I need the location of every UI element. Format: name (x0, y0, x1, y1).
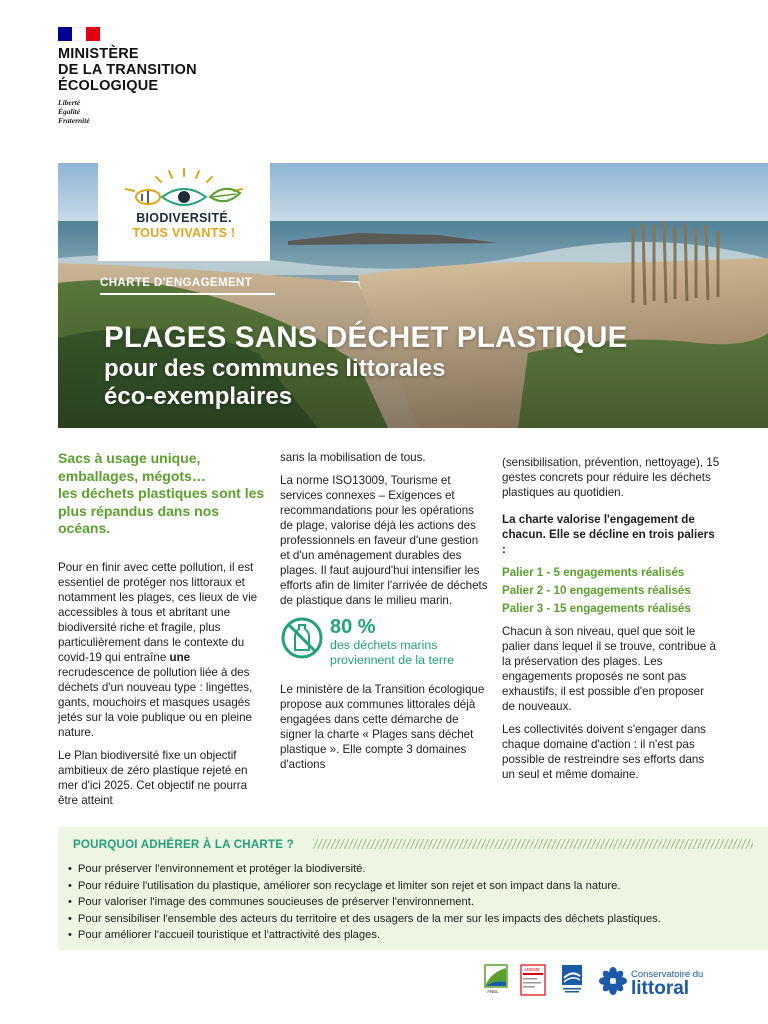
water-drop-icon (561, 964, 583, 994)
anel-logo (484, 964, 508, 1000)
charter-label: CHARTE D'ENGAGEMENT (100, 277, 253, 289)
no-plastic-bottle-icon (280, 616, 324, 660)
paragraph-ministry-proposal: Le ministère de la Transition écologique propose aux communes littorales déjà engagées dans cette démarche de signer la charte « Plages sans déchet plastique ». Elle compte 3 domaines d'actions (280, 683, 485, 771)
palier-3: Palier 3 - 15 engagements réalisés (502, 602, 691, 615)
motto-fraternite: Fraternité (58, 116, 90, 125)
page-subtitle (104, 355, 445, 411)
why-item: • Pour sensibiliser l'ensemble des acteurs du territoire et des usagers de la mer sur les impacts des déchets plastiques. (68, 911, 661, 928)
logo-text-tous-vivants: TOUS VIVANTS ! (132, 226, 236, 240)
ministry-name (58, 46, 197, 94)
stat-caption-2: proviennent de la terre (330, 653, 454, 667)
motto-liberte: Liberté (58, 98, 81, 107)
conservatoire-text: Conservatoire du (631, 969, 704, 980)
stat-caption-1: des déchets marins (330, 638, 438, 652)
palier-2: Palier 2 - 10 engagements réalisés (502, 584, 691, 597)
paragraph-pollution-emphasis: une (169, 650, 191, 664)
paragraph-pollution-part-2: recrudescence de pollution liée à des déchets d'un nouveau type : lingettes, gants, mouchoirs et masques usagés jetés sur la voie publique ou en pleine nature. (58, 665, 253, 739)
stat-text (330, 616, 454, 668)
eye-bee-leaf-icon (114, 167, 254, 211)
ministry-line-2: DE LA TRANSITION (58, 62, 197, 78)
french-flag-logo (58, 27, 100, 41)
subtitle-line-1: pour des communes littorales (104, 355, 446, 382)
flower-icon (598, 966, 628, 996)
paragraph-pollution (58, 560, 268, 740)
paragraph-mobilisation: sans la mobilisation de tous. (280, 451, 426, 464)
page-title: PLAGES SANS DÉCHET PLASTIQUE (104, 321, 628, 354)
ministry-line-3: ÉCOLOGIQUE (58, 78, 159, 94)
why-item: • Pour réduire l'utilisation du plastique, améliorer son recyclage et limiter son rejet et son impact dans la nature. (68, 878, 661, 895)
lead-line-3: les déchets plastiques sont les plus répandus dans nos océans. (58, 485, 265, 536)
paragraph-actions: (sensibilisation, prévention, nettoyage), 15 gestes concrets pour réduire les déchets plastiques au quotidien. (502, 456, 720, 499)
paragraph-pollution-part-1: Pour en finir avec cette pollution, il est essentiel de protéger nos littoraux et notamment les plages, ces lieux de vie accessibles à tous et abritant une biodiversité riche et fragile, plus particulièrement dans le contexte du covid-19 qui entraîne (58, 560, 258, 664)
lead-paragraph (58, 450, 268, 538)
why-join-list (68, 861, 661, 944)
water-agency-logo (561, 964, 583, 1000)
anel-text: ANEL (487, 989, 499, 994)
hatch-decoration (313, 839, 753, 849)
hero-banner (58, 163, 768, 428)
stat-value: 80 % (330, 616, 376, 638)
republic-motto (58, 98, 90, 125)
column-3 (502, 455, 720, 790)
paragraph-obligation: Les collectivités doivent s'engager dans chaque domaine d'action : il n'est pas possible de restreindre ses efforts dans un seul et même domaine. (502, 723, 706, 781)
lead-line-1: Sacs à usage unique, (58, 450, 201, 466)
why-item: • Pour préserver l'environnement et protéger la biodiversité. (68, 861, 661, 878)
column-2 (280, 450, 490, 780)
palier-1: Palier 1 - 5 engagements réalisés (502, 566, 685, 579)
why-item: • Pour améliorer l'accueil touristique et l'attractivité des plages. (68, 927, 661, 944)
littoral-text: littoral (631, 978, 690, 999)
stat-block (280, 616, 490, 668)
ademe-text: ADEME (524, 967, 541, 972)
motto-egalite: Égalité (58, 107, 81, 116)
charter-underline (100, 293, 275, 295)
paragraph-charter-levels: La charte valorise l'engagement de chacun. Elle se décline en trois paliers : (502, 513, 715, 556)
biodiversity-logo (98, 163, 270, 261)
lead-line-2: emballages, mégots… (58, 467, 206, 484)
logo-text-biodiversite: BIODIVERSITÉ. (136, 211, 232, 225)
why-join-box (58, 827, 768, 950)
column-1 (58, 450, 268, 816)
conservatoire-littoral-logo (598, 964, 718, 1000)
why-join-title: POURQUOI ADHÉRER À LA CHARTE ? (73, 838, 294, 851)
ministry-line-1: MINISTÈRE (58, 46, 139, 62)
paragraph-contribution: Chacun à son niveau, quel que soit le palier dans lequel il se trouve, contribue à la préservation des plages. Les engagements proposés ne sont pas exhaustifs, il est possible d'en proposer de nouveaux. (502, 625, 716, 713)
why-item: • Pour valoriser l'image des communes soucieuses de préserver l'environnement. (68, 894, 661, 911)
ademe-logo (520, 964, 546, 1000)
subtitle-line-2: éco-exemplaires (104, 383, 293, 410)
paragraph-biodiversity-plan: Le Plan biodiversité fixe un objectif ambitieux de zéro plastique rejeté en mer d'ici 2025. Cet objectif ne pourra être atteint (58, 748, 248, 807)
paragraph-iso-norm: La norme ISO13009, Tourisme et services connexes – Exigences et recommandations pour les opérations de plage, valorise déjà les actions des professionnels en faveur d'une gestion et d'un aménagement durables des plages. Il faut aujourd'hui intensifier les efforts afin de limiter l'arrivée de déchets de plastique dans le milieu marin. (280, 474, 488, 607)
